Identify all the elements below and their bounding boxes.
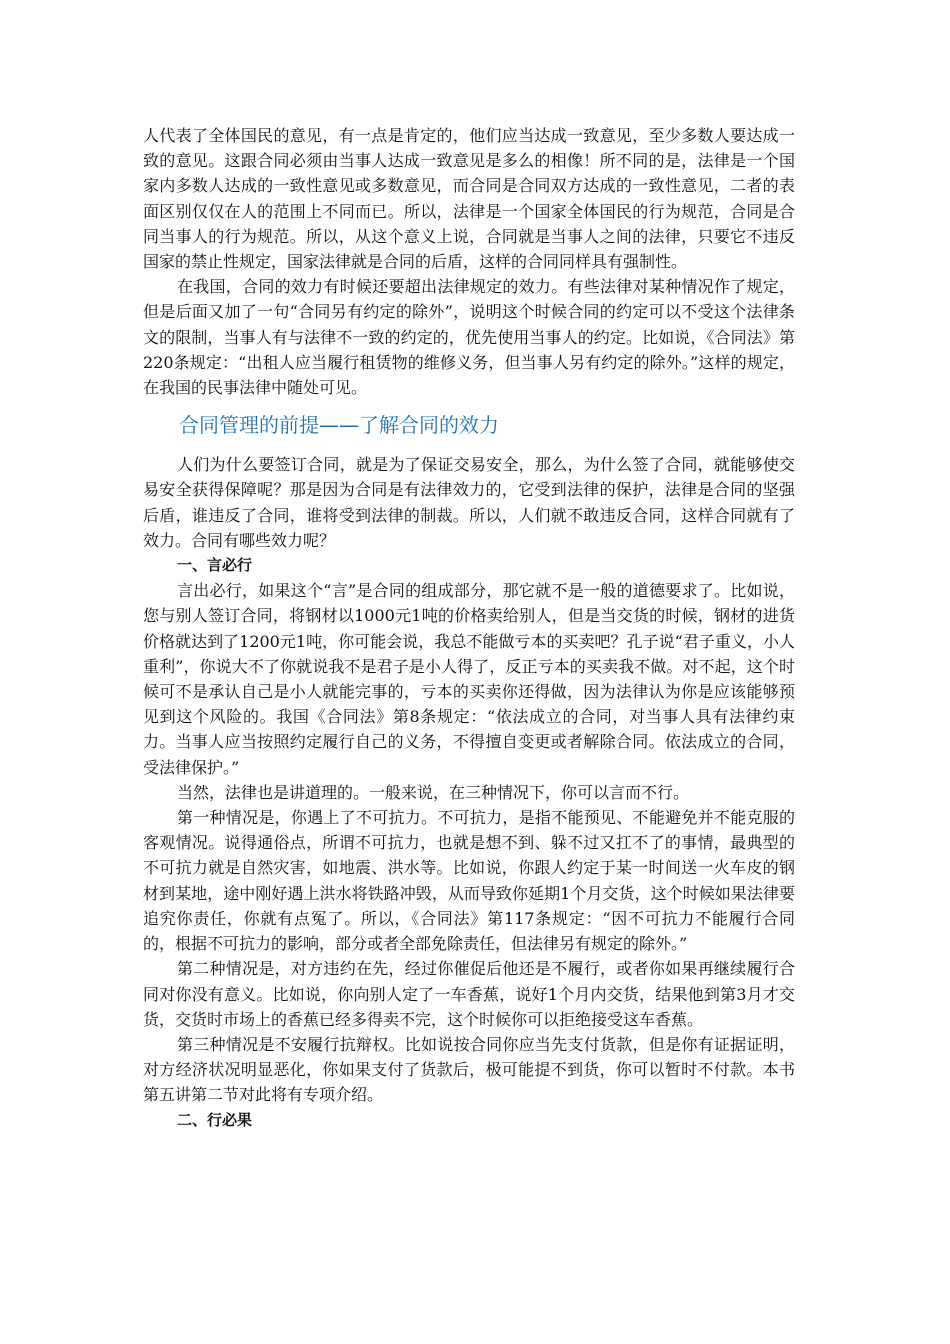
body-paragraph: 言出必行，如果这个“言”是合同的组成部分，那它就不是一般的道德要求了。比如说，您与别人签订合同，将钢材以1000元1吨的价格卖给别人，但是当交货的时候，钢材的进货价格就达到了1200元1吨，你可能会说，我总不能做亏本的买卖吧？孔子说“君子重义，小人重利”，你说大不了你就说我不是君子是小人得了，反正亏本的买卖我不做。对不起，这个时候可不是承认自己是小人就能完事的，亏本的买卖你还得做，因为法律认为你是应该能够预见到这个风险的。我国《合同法》第8条规定：“依法成立的合同，对当事人具有法律约束力。当事人应当按照约定履行自己的义务，不得擅自变更或者解除合同。依法成立的合同，受法律保护。”	[143, 581, 795, 777]
body-paragraph: 第二种情况是，对方违约在先，经过你催促后他还是不履行，或者你如果再继续履行合同对你没有意义。比如说，你向别人定了一车香蕉，说好1个月内交货，结果他到第3月才交货，交货时市场上的香蕉已经多得卖不完，这个时候你可以拒绝接受这车香蕉。	[143, 959, 795, 1029]
body-paragraph: 第一种情况是，你遇上了不可抗力。不可抗力，是指不能预见、不能避免并不能克服的客观情况。说得通俗点，所谓不可抗力，也就是想不到、躲不过又扛不了的事情，最典型的不可抗力就是自然灾害，如地震、洪水等。比如说，你跟人约定于某一时间送一火车皮的钢材到某地，途中刚好遇上洪水将铁路冲毁，从而导致你延期1个月交货，这个时候如果法律要追究你责任，你就有点冤了。所以，《合同法》第117条规定：“因不可抗力不能履行合同的，根据不可抗力的影响，部分或者全部免除责任，但法律另有规定的除外。”	[143, 808, 795, 954]
document-page	[143, 123, 795, 1133]
sub-heading-2: 二、行必果	[177, 1110, 253, 1129]
intro-paragraph: 人们为什么要签订合同，就是为了保证交易安全，那么，为什么签了合同，就能够使交易安全获得保障呢？那是因为合同是有法律效力的，它受到法律的保护，法律是合同的坚强后盾，谁违反了合同，谁将受到法律的制裁。所以，人们就不敢违反合同，这样合同就有了效力。合同有哪些效力呢？	[143, 455, 795, 550]
body-paragraph: 在我国，合同的效力有时候还要超出法律规定的效力。有些法律对某种情况作了规定，但是后面又加了一句“合同另有约定的除外”，说明这个时候合同的约定可以不受这个法律条文的限制，当事人有与法律不一致的约定的，优先使用当事人的约定。比如说，《合同法》第220条规定：“出租人应当履行租赁物的维修义务，但当事人另有约定的除外。”这样的规定，在我国的民事法律中随处可见。	[143, 277, 795, 398]
sub-heading-1: 一、言必行	[177, 556, 253, 575]
section-title: 合同管理的前提——了解合同的效力	[179, 413, 499, 438]
body-paragraph: 第三种情况是不安履行抗辩权。比如说按合同你应当先支付货款，但是你有证据证明，对方经济状况明显恶化，你如果支付了货款后，极可能提不到货，你可以暂时不付款。本书第五讲第二节对此将有专项介绍。	[143, 1034, 795, 1105]
body-paragraph: 当然，法律也是讲道理的。一般来说，在三种情况下，你可以言而不行。	[177, 782, 690, 802]
body-paragraph: 人代表了全体国民的意见，有一点是肯定的，他们应当达成一致意见，至少多数人要达成一致的意见。这跟合同必须由当事人达成一致意见是多么的相像！所不同的是，法律是一个国家内多数人达成的一致性意见或多数意见，而合同是合同双方达成的一致性意见，二者的表面区别仅仅在人的范围上不同而已。所以，法律是一个国家全体国民的行为规范，合同是合同当事人的行为规范。所以，从这个意义上说，合同就是当事人之间的法律，只要它不违反国家的禁止性规定，国家法律就是合同的后盾，这样的合同同样具有强制性。	[143, 126, 795, 272]
